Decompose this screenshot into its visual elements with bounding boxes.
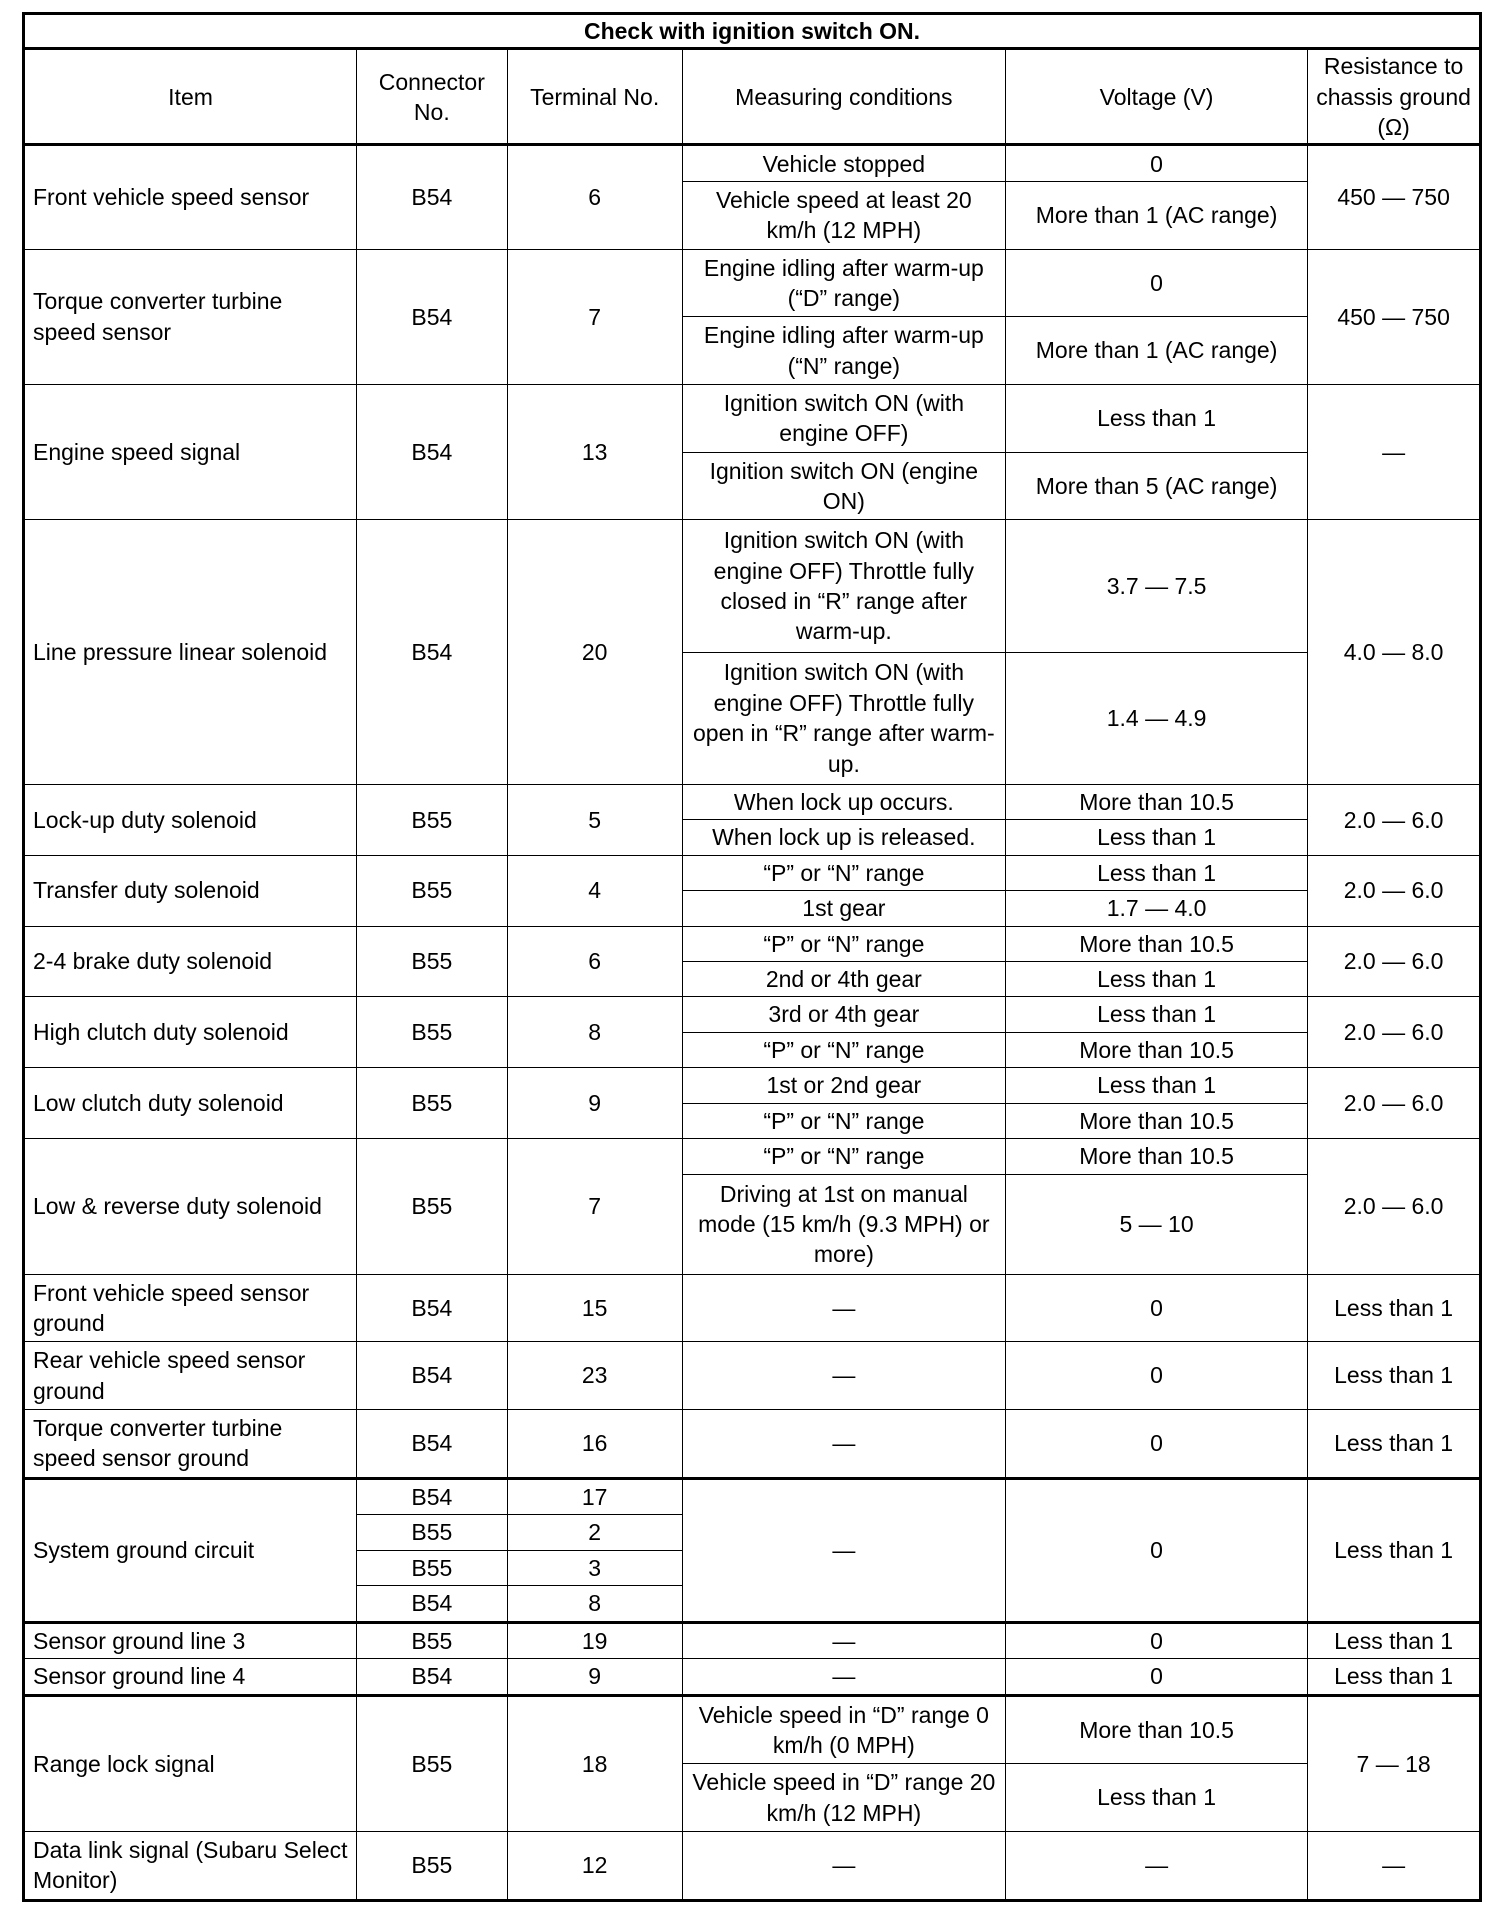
voltage-cell: Less than 1 [1005,1068,1307,1103]
voltage-cell: Less than 1 [1005,385,1307,453]
resistance-cell: Less than 1 [1308,1342,1481,1410]
condition-cell: — [682,1274,1005,1342]
condition-cell: — [682,1342,1005,1410]
voltage-cell: 0 [1005,1622,1307,1659]
terminal-cell: 7 [507,1139,682,1274]
condition-cell: Ignition switch ON (with engine OFF) Throttle fully open in “R” range after warm-up. [682,652,1005,784]
voltage-cell: More than 5 (AC range) [1005,452,1307,520]
voltage-cell: 0 [1005,1409,1307,1478]
item-cell: Low & reverse duty solenoid [24,1139,357,1274]
table-row [24,1274,1481,1342]
terminal-cell: 7 [507,249,682,384]
voltage-cell: Less than 1 [1005,820,1307,855]
connector-cell: B54 [357,385,508,520]
item-cell: System ground circuit [24,1478,357,1622]
connector-cell: B55 [357,1068,508,1139]
resistance-cell: 2.0 — 6.0 [1308,1139,1481,1274]
condition-cell: “P” or “N” range [682,1103,1005,1138]
condition-cell: “P” or “N” range [682,926,1005,961]
condition-cell: “P” or “N” range [682,855,1005,890]
table-row [24,385,1481,453]
terminal-cell: 6 [507,926,682,997]
terminal-cell: 2 [507,1515,682,1550]
condition-cell: — [682,1622,1005,1659]
connector-cell: B55 [357,1139,508,1274]
table-row [24,1342,1481,1410]
item-cell: Data link signal (Subaru Select Monitor) [24,1831,357,1900]
resistance-cell: Less than 1 [1308,1274,1481,1342]
terminal-cell: 9 [507,1659,682,1696]
resistance-cell: Less than 1 [1308,1409,1481,1478]
condition-cell: When lock up occurs. [682,784,1005,819]
terminal-cell: 9 [507,1068,682,1139]
header-connector: Connector No. [357,49,508,145]
terminal-cell: 19 [507,1622,682,1659]
condition-cell: — [682,1831,1005,1900]
header-voltage: Voltage (V) [1005,49,1307,145]
inspection-table [22,12,1482,1902]
condition-cell: Driving at 1st on manual mode (15 km/h (9.3 MPH) or more) [682,1174,1005,1274]
terminal-cell: 4 [507,855,682,926]
table-row [24,145,1481,182]
condition-cell: Ignition switch ON (with engine OFF) [682,385,1005,453]
header-resistance: Resistance to chassis ground (Ω) [1308,49,1481,145]
item-cell: Torque converter turbine speed sensor [24,249,357,384]
condition-cell: Vehicle speed in “D” range 0 km/h (0 MPH) [682,1695,1005,1764]
item-cell: 2-4 brake duty solenoid [24,926,357,997]
resistance-cell: 4.0 — 8.0 [1308,520,1481,784]
resistance-cell: — [1308,385,1481,520]
item-cell: Rear vehicle speed sensor ground [24,1342,357,1410]
connector-cell: B54 [357,1274,508,1342]
condition-cell: 3rd or 4th gear [682,997,1005,1032]
table-row [24,855,1481,890]
voltage-cell: 0 [1005,1659,1307,1696]
voltage-cell: More than 10.5 [1005,1695,1307,1764]
resistance-cell: 2.0 — 6.0 [1308,926,1481,997]
table-row [24,926,1481,961]
resistance-cell: 2.0 — 6.0 [1308,1068,1481,1139]
terminal-cell: 6 [507,145,682,249]
condition-cell: — [682,1659,1005,1696]
terminal-cell: 16 [507,1409,682,1478]
connector-cell: B55 [357,926,508,997]
terminal-cell: 13 [507,385,682,520]
voltage-cell: More than 10.5 [1005,784,1307,819]
connector-cell: B54 [357,1342,508,1410]
voltage-cell: More than 1 (AC range) [1005,317,1307,385]
condition-cell: 1st or 2nd gear [682,1068,1005,1103]
item-cell: Line pressure linear solenoid [24,520,357,784]
voltage-cell: 3.7 — 7.5 [1005,520,1307,652]
table-row [24,1139,1481,1174]
table-row [24,1831,1481,1900]
voltage-cell: 5 — 10 [1005,1174,1307,1274]
terminal-cell: 20 [507,520,682,784]
table-row [24,997,1481,1032]
table-row [24,784,1481,819]
condition-cell: Ignition switch ON (engine ON) [682,452,1005,520]
voltage-cell: 0 [1005,1478,1307,1622]
condition-cell: Vehicle speed at least 20 km/h (12 MPH) [682,181,1005,249]
connector-cell: B55 [357,1515,508,1550]
item-cell: Lock-up duty solenoid [24,784,357,855]
terminal-cell: 8 [507,997,682,1068]
connector-cell: B54 [357,520,508,784]
voltage-cell: Less than 1 [1005,855,1307,890]
item-cell: High clutch duty solenoid [24,997,357,1068]
terminal-cell: 3 [507,1550,682,1585]
table-row [24,1478,1481,1515]
table-row [24,1695,1481,1764]
voltage-cell: 0 [1005,145,1307,182]
connector-cell: B55 [357,1831,508,1900]
item-cell: Sensor ground line 3 [24,1622,357,1659]
item-cell: Front vehicle speed sensor ground [24,1274,357,1342]
table-row [24,249,1481,317]
table-row [24,520,1481,652]
condition-cell: Vehicle speed in “D” range 20 km/h (12 MPH) [682,1764,1005,1832]
connector-cell: B55 [357,997,508,1068]
voltage-cell: More than 10.5 [1005,1032,1307,1067]
resistance-cell: 2.0 — 6.0 [1308,855,1481,926]
resistance-cell: Less than 1 [1308,1478,1481,1622]
voltage-cell: Less than 1 [1005,997,1307,1032]
resistance-cell: Less than 1 [1308,1659,1481,1696]
resistance-cell: 450 — 750 [1308,249,1481,384]
voltage-cell: 0 [1005,1342,1307,1410]
item-cell: Engine speed signal [24,385,357,520]
connector-cell: B55 [357,1622,508,1659]
table-row [24,1068,1481,1103]
connector-cell: B55 [357,784,508,855]
item-cell: Sensor ground line 4 [24,1659,357,1696]
item-cell: Range lock signal [24,1695,357,1831]
connector-cell: B54 [357,145,508,249]
voltage-cell: More than 10.5 [1005,1139,1307,1174]
terminal-cell: 12 [507,1831,682,1900]
connector-cell: B54 [357,249,508,384]
header-conditions: Measuring conditions [682,49,1005,145]
resistance-cell: 2.0 — 6.0 [1308,784,1481,855]
voltage-cell: More than 1 (AC range) [1005,181,1307,249]
connector-cell: B54 [357,1409,508,1478]
condition-cell: Engine idling after warm-up (“N” range) [682,317,1005,385]
voltage-cell: More than 10.5 [1005,1103,1307,1138]
voltage-cell: 0 [1005,1274,1307,1342]
connector-cell: B54 [357,1478,508,1515]
condition-cell: Engine idling after warm-up (“D” range) [682,249,1005,317]
voltage-cell: — [1005,1831,1307,1900]
item-cell: Transfer duty solenoid [24,855,357,926]
condition-cell: Ignition switch ON (with engine OFF) Throttle fully closed in “R” range after warm-up. [682,520,1005,652]
resistance-cell: 2.0 — 6.0 [1308,997,1481,1068]
voltage-cell: 0 [1005,249,1307,317]
voltage-cell: 1.4 — 4.9 [1005,652,1307,784]
resistance-cell: Less than 1 [1308,1622,1481,1659]
table-row [24,1409,1481,1478]
item-cell: Front vehicle speed sensor [24,145,357,249]
voltage-cell: Less than 1 [1005,1764,1307,1832]
resistance-cell: — [1308,1831,1481,1900]
condition-cell: When lock up is released. [682,820,1005,855]
condition-cell: — [682,1409,1005,1478]
table-row [24,1659,1481,1696]
connector-cell: B54 [357,1659,508,1696]
item-cell: Torque converter turbine speed sensor ground [24,1409,357,1478]
terminal-cell: 8 [507,1586,682,1623]
terminal-cell: 15 [507,1274,682,1342]
table-title: Check with ignition switch ON. [24,14,1481,49]
terminal-cell: 17 [507,1478,682,1515]
resistance-cell: 450 — 750 [1308,145,1481,249]
condition-cell: “P” or “N” range [682,1032,1005,1067]
header-terminal: Terminal No. [507,49,682,145]
terminal-cell: 23 [507,1342,682,1410]
terminal-cell: 18 [507,1695,682,1831]
header-item: Item [24,49,357,145]
connector-cell: B54 [357,1586,508,1623]
condition-cell: Vehicle stopped [682,145,1005,182]
voltage-cell: Less than 1 [1005,961,1307,996]
item-cell: Low clutch duty solenoid [24,1068,357,1139]
voltage-cell: 1.7 — 4.0 [1005,891,1307,926]
connector-cell: B55 [357,855,508,926]
condition-cell: 1st gear [682,891,1005,926]
condition-cell: — [682,1478,1005,1622]
table-row [24,1622,1481,1659]
terminal-cell: 5 [507,784,682,855]
condition-cell: 2nd or 4th gear [682,961,1005,996]
resistance-cell: 7 — 18 [1308,1695,1481,1831]
connector-cell: B55 [357,1695,508,1831]
connector-cell: B55 [357,1550,508,1585]
voltage-cell: More than 10.5 [1005,926,1307,961]
condition-cell: “P” or “N” range [682,1139,1005,1174]
